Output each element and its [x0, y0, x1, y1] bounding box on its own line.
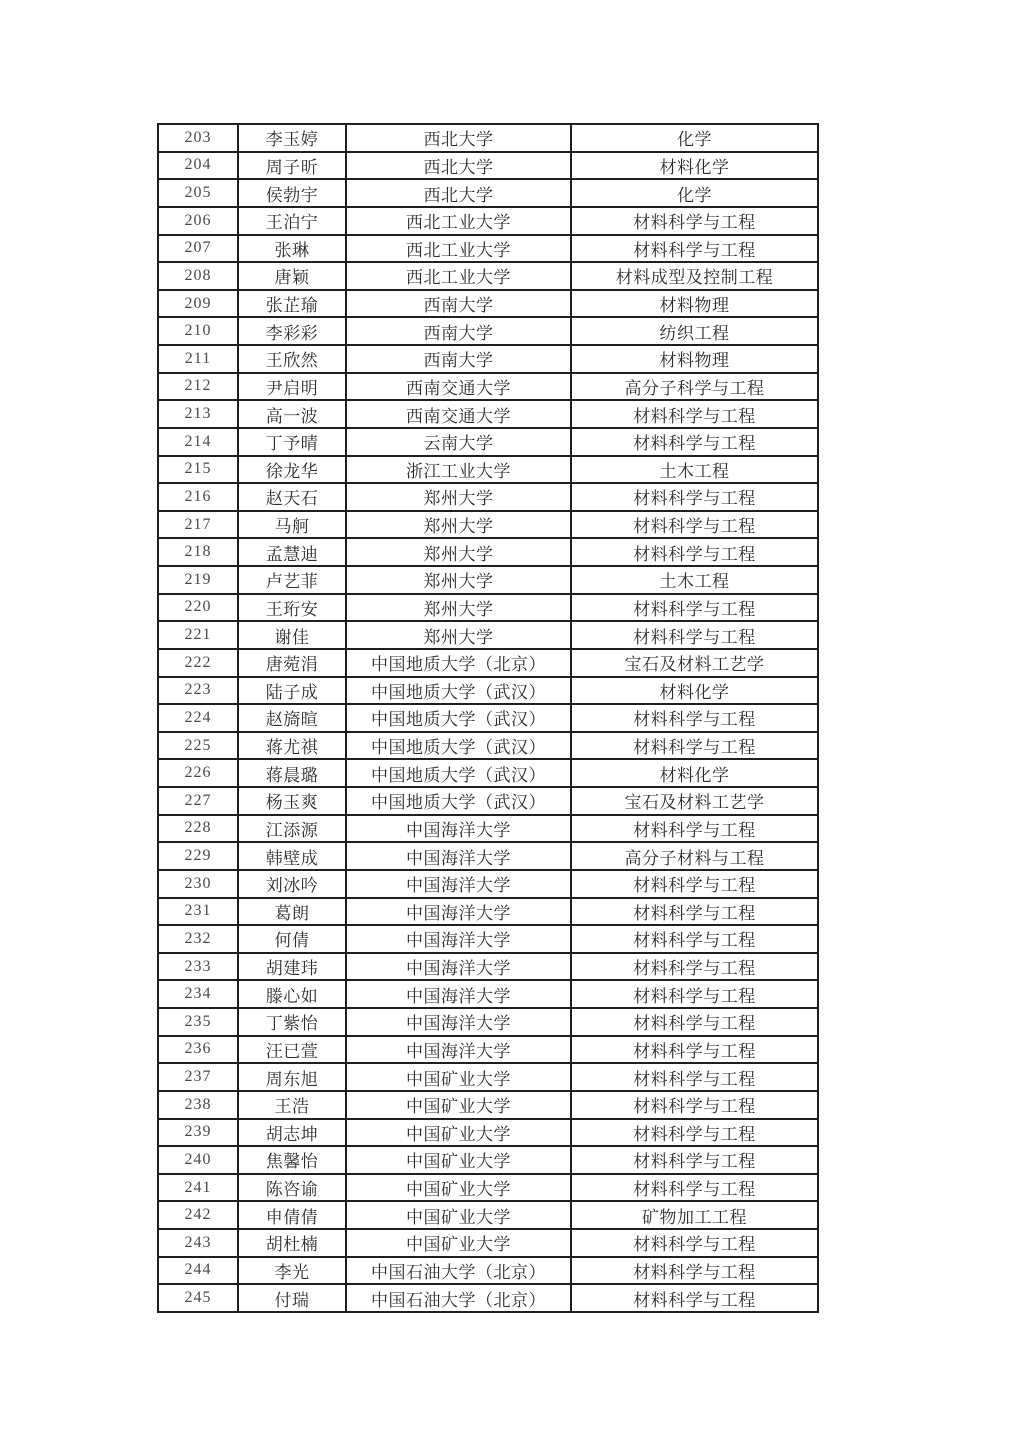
table-row — [158, 759, 818, 787]
student-name-cell: 韩壁成 — [238, 842, 346, 870]
student-name-cell: 李彩彩 — [238, 317, 346, 345]
university-cell: 中国海洋大学 — [346, 898, 571, 926]
row-number-cell: 225 — [158, 732, 238, 760]
university-cell: 中国矿业大学 — [346, 1146, 571, 1174]
university-cell: 中国海洋大学 — [346, 980, 571, 1008]
university-cell: 中国地质大学（武汉） — [346, 704, 571, 732]
student-name-cell: 丁紫怡 — [238, 1008, 346, 1036]
university-cell: 中国矿业大学 — [346, 1119, 571, 1147]
university-cell: 云南大学 — [346, 428, 571, 456]
major-cell: 材料科学与工程 — [571, 207, 818, 235]
row-number-cell: 210 — [158, 317, 238, 345]
university-cell: 中国海洋大学 — [346, 815, 571, 843]
university-cell: 西北大学 — [346, 179, 571, 207]
row-number-cell: 220 — [158, 594, 238, 622]
row-number-cell: 232 — [158, 925, 238, 953]
student-name-cell: 马舸 — [238, 511, 346, 539]
table-row — [158, 870, 818, 898]
university-cell: 郑州大学 — [346, 538, 571, 566]
row-number-cell: 221 — [158, 621, 238, 649]
student-name-cell: 王泊宁 — [238, 207, 346, 235]
student-name-cell: 李光 — [238, 1257, 346, 1285]
row-number-cell: 231 — [158, 898, 238, 926]
row-number-cell: 234 — [158, 980, 238, 1008]
row-number-cell: 224 — [158, 704, 238, 732]
student-name-cell: 赵旖暄 — [238, 704, 346, 732]
university-cell: 西南交通大学 — [346, 400, 571, 428]
table-row — [158, 456, 818, 484]
table-row — [158, 925, 818, 953]
table-row — [158, 594, 818, 622]
student-name-cell: 张琳 — [238, 235, 346, 263]
row-number-cell: 228 — [158, 815, 238, 843]
major-cell: 土木工程 — [571, 456, 818, 484]
row-number-cell: 236 — [158, 1036, 238, 1064]
student-name-cell: 杨玉爽 — [238, 787, 346, 815]
major-cell: 材料化学 — [571, 759, 818, 787]
university-cell: 中国石油大学（北京） — [346, 1257, 571, 1285]
major-cell: 材料科学与工程 — [571, 594, 818, 622]
major-cell: 材料科学与工程 — [571, 1008, 818, 1036]
major-cell: 材料科学与工程 — [571, 1284, 818, 1312]
table-row — [158, 953, 818, 981]
student-name-cell: 王珩安 — [238, 594, 346, 622]
university-cell: 中国地质大学（武汉） — [346, 759, 571, 787]
major-cell: 材料科学与工程 — [571, 538, 818, 566]
student-name-cell: 丁予晴 — [238, 428, 346, 456]
university-cell: 中国地质大学（北京） — [346, 649, 571, 677]
university-cell: 西南大学 — [346, 317, 571, 345]
major-cell: 高分子材料与工程 — [571, 842, 818, 870]
student-name-cell: 刘冰吟 — [238, 870, 346, 898]
major-cell: 化学 — [571, 179, 818, 207]
student-name-cell: 滕心如 — [238, 980, 346, 1008]
student-name-cell: 葛朗 — [238, 898, 346, 926]
major-cell: 材料科学与工程 — [571, 1229, 818, 1257]
major-cell: 材料科学与工程 — [571, 1119, 818, 1147]
table-row — [158, 1257, 818, 1285]
row-number-cell: 205 — [158, 179, 238, 207]
table-row — [158, 124, 818, 152]
table-row — [158, 787, 818, 815]
university-cell: 中国地质大学（武汉） — [346, 732, 571, 760]
table-row — [158, 980, 818, 1008]
row-number-cell: 203 — [158, 124, 238, 152]
row-number-cell: 238 — [158, 1091, 238, 1119]
table-row — [158, 1008, 818, 1036]
row-number-cell: 208 — [158, 262, 238, 290]
row-number-cell: 241 — [158, 1174, 238, 1202]
table-row — [158, 898, 818, 926]
table-row — [158, 1284, 818, 1312]
major-cell: 宝石及材料工艺学 — [571, 787, 818, 815]
row-number-cell: 244 — [158, 1257, 238, 1285]
student-name-cell: 付瑞 — [238, 1284, 346, 1312]
table-row — [158, 483, 818, 511]
table-row — [158, 400, 818, 428]
student-name-cell: 唐颖 — [238, 262, 346, 290]
row-number-cell: 209 — [158, 290, 238, 318]
university-cell: 中国海洋大学 — [346, 842, 571, 870]
student-name-cell: 孟慧迪 — [238, 538, 346, 566]
row-number-cell: 213 — [158, 400, 238, 428]
table-row — [158, 1146, 818, 1174]
university-cell: 郑州大学 — [346, 594, 571, 622]
table-row — [158, 732, 818, 760]
major-cell: 纺织工程 — [571, 317, 818, 345]
university-cell: 中国矿业大学 — [346, 1229, 571, 1257]
table-row — [158, 1201, 818, 1229]
row-number-cell: 214 — [158, 428, 238, 456]
student-name-cell: 侯勃宇 — [238, 179, 346, 207]
row-number-cell: 219 — [158, 566, 238, 594]
student-name-cell: 蒋晨璐 — [238, 759, 346, 787]
table-row — [158, 649, 818, 677]
row-number-cell: 218 — [158, 538, 238, 566]
row-number-cell: 239 — [158, 1119, 238, 1147]
major-cell: 材料物理 — [571, 290, 818, 318]
major-cell: 材料科学与工程 — [571, 815, 818, 843]
row-number-cell: 230 — [158, 870, 238, 898]
row-number-cell: 211 — [158, 345, 238, 373]
university-cell: 郑州大学 — [346, 483, 571, 511]
major-cell: 材料成型及控制工程 — [571, 262, 818, 290]
major-cell: 宝石及材料工艺学 — [571, 649, 818, 677]
row-number-cell: 245 — [158, 1284, 238, 1312]
major-cell: 材料科学与工程 — [571, 870, 818, 898]
university-cell: 西北大学 — [346, 124, 571, 152]
student-name-cell: 高一波 — [238, 400, 346, 428]
row-number-cell: 235 — [158, 1008, 238, 1036]
student-name-cell: 尹启明 — [238, 373, 346, 401]
table-row — [158, 621, 818, 649]
major-cell: 材料科学与工程 — [571, 980, 818, 1008]
major-cell: 材料科学与工程 — [571, 1257, 818, 1285]
row-number-cell: 227 — [158, 787, 238, 815]
student-name-cell: 陆子成 — [238, 677, 346, 705]
row-number-cell: 243 — [158, 1229, 238, 1257]
university-cell: 中国海洋大学 — [346, 1008, 571, 1036]
university-cell: 西南交通大学 — [346, 373, 571, 401]
student-name-cell: 陈咨谕 — [238, 1174, 346, 1202]
table-row — [158, 345, 818, 373]
university-cell: 中国海洋大学 — [346, 1036, 571, 1064]
university-cell: 中国矿业大学 — [346, 1174, 571, 1202]
major-cell: 材料科学与工程 — [571, 953, 818, 981]
university-cell: 西北工业大学 — [346, 207, 571, 235]
university-cell: 西北工业大学 — [346, 262, 571, 290]
row-number-cell: 223 — [158, 677, 238, 705]
major-cell: 材料化学 — [571, 152, 818, 180]
university-cell: 中国矿业大学 — [346, 1063, 571, 1091]
major-cell: 材料科学与工程 — [571, 1174, 818, 1202]
row-number-cell: 217 — [158, 511, 238, 539]
student-roster-table — [157, 123, 819, 1313]
table-row — [158, 842, 818, 870]
university-cell: 西南大学 — [346, 345, 571, 373]
table-row — [158, 511, 818, 539]
table-row — [158, 566, 818, 594]
table-row — [158, 1174, 818, 1202]
university-cell: 中国石油大学（北京） — [346, 1284, 571, 1312]
table-row — [158, 677, 818, 705]
major-cell: 材料物理 — [571, 345, 818, 373]
university-cell: 中国海洋大学 — [346, 870, 571, 898]
student-name-cell: 王欣然 — [238, 345, 346, 373]
row-number-cell: 240 — [158, 1146, 238, 1174]
major-cell: 材料科学与工程 — [571, 428, 818, 456]
major-cell: 材料科学与工程 — [571, 1036, 818, 1064]
table-row — [158, 1036, 818, 1064]
student-name-cell: 徐龙华 — [238, 456, 346, 484]
university-cell: 西北大学 — [346, 152, 571, 180]
table-row — [158, 207, 818, 235]
row-number-cell: 233 — [158, 953, 238, 981]
student-name-cell: 卢艺菲 — [238, 566, 346, 594]
major-cell: 材料科学与工程 — [571, 400, 818, 428]
student-name-cell: 何倩 — [238, 925, 346, 953]
student-name-cell: 谢佳 — [238, 621, 346, 649]
university-cell: 郑州大学 — [346, 566, 571, 594]
row-number-cell: 237 — [158, 1063, 238, 1091]
row-number-cell: 212 — [158, 373, 238, 401]
major-cell: 材料科学与工程 — [571, 704, 818, 732]
university-cell: 西北工业大学 — [346, 235, 571, 263]
row-number-cell: 222 — [158, 649, 238, 677]
row-number-cell: 206 — [158, 207, 238, 235]
university-cell: 郑州大学 — [346, 511, 571, 539]
row-number-cell: 226 — [158, 759, 238, 787]
student-name-cell: 李玉婷 — [238, 124, 346, 152]
table-row — [158, 179, 818, 207]
university-cell: 中国地质大学（武汉） — [346, 677, 571, 705]
major-cell: 材料科学与工程 — [571, 621, 818, 649]
major-cell: 高分子科学与工程 — [571, 373, 818, 401]
student-name-cell: 蒋尤祺 — [238, 732, 346, 760]
student-name-cell: 胡志坤 — [238, 1119, 346, 1147]
university-cell: 中国矿业大学 — [346, 1091, 571, 1119]
major-cell: 材料化学 — [571, 677, 818, 705]
table-row — [158, 373, 818, 401]
student-name-cell: 张芷瑜 — [238, 290, 346, 318]
student-name-cell: 赵天石 — [238, 483, 346, 511]
table-row — [158, 538, 818, 566]
table-row — [158, 235, 818, 263]
table-row — [158, 428, 818, 456]
row-number-cell: 204 — [158, 152, 238, 180]
student-name-cell: 申倩倩 — [238, 1201, 346, 1229]
student-name-cell: 周东旭 — [238, 1063, 346, 1091]
major-cell: 材料科学与工程 — [571, 1091, 818, 1119]
table-row — [158, 1119, 818, 1147]
student-name-cell: 周子昕 — [238, 152, 346, 180]
university-cell: 中国地质大学（武汉） — [346, 787, 571, 815]
major-cell: 材料科学与工程 — [571, 235, 818, 263]
university-cell: 郑州大学 — [346, 621, 571, 649]
table-row — [158, 704, 818, 732]
table-row — [158, 1229, 818, 1257]
row-number-cell: 207 — [158, 235, 238, 263]
table-row — [158, 1091, 818, 1119]
student-name-cell: 胡杜楠 — [238, 1229, 346, 1257]
major-cell: 材料科学与工程 — [571, 732, 818, 760]
major-cell: 材料科学与工程 — [571, 1146, 818, 1174]
row-number-cell: 216 — [158, 483, 238, 511]
student-name-cell: 王浩 — [238, 1091, 346, 1119]
table-row — [158, 1063, 818, 1091]
student-name-cell: 汪已萱 — [238, 1036, 346, 1064]
table-row — [158, 290, 818, 318]
major-cell: 土木工程 — [571, 566, 818, 594]
student-name-cell: 唐菀涓 — [238, 649, 346, 677]
university-cell: 西南大学 — [346, 290, 571, 318]
major-cell: 材料科学与工程 — [571, 925, 818, 953]
table-row — [158, 317, 818, 345]
student-name-cell: 胡建玮 — [238, 953, 346, 981]
row-number-cell: 242 — [158, 1201, 238, 1229]
table-row — [158, 152, 818, 180]
student-name-cell: 江添源 — [238, 815, 346, 843]
university-cell: 中国矿业大学 — [346, 1201, 571, 1229]
university-cell: 浙江工业大学 — [346, 456, 571, 484]
row-number-cell: 229 — [158, 842, 238, 870]
major-cell: 化学 — [571, 124, 818, 152]
table-row — [158, 815, 818, 843]
major-cell: 材料科学与工程 — [571, 1063, 818, 1091]
table-row — [158, 262, 818, 290]
major-cell: 材料科学与工程 — [571, 483, 818, 511]
major-cell: 矿物加工工程 — [571, 1201, 818, 1229]
student-name-cell: 焦馨怡 — [238, 1146, 346, 1174]
roster-table-body — [158, 124, 818, 1312]
major-cell: 材料科学与工程 — [571, 898, 818, 926]
university-cell: 中国海洋大学 — [346, 953, 571, 981]
university-cell: 中国海洋大学 — [346, 925, 571, 953]
row-number-cell: 215 — [158, 456, 238, 484]
major-cell: 材料科学与工程 — [571, 511, 818, 539]
